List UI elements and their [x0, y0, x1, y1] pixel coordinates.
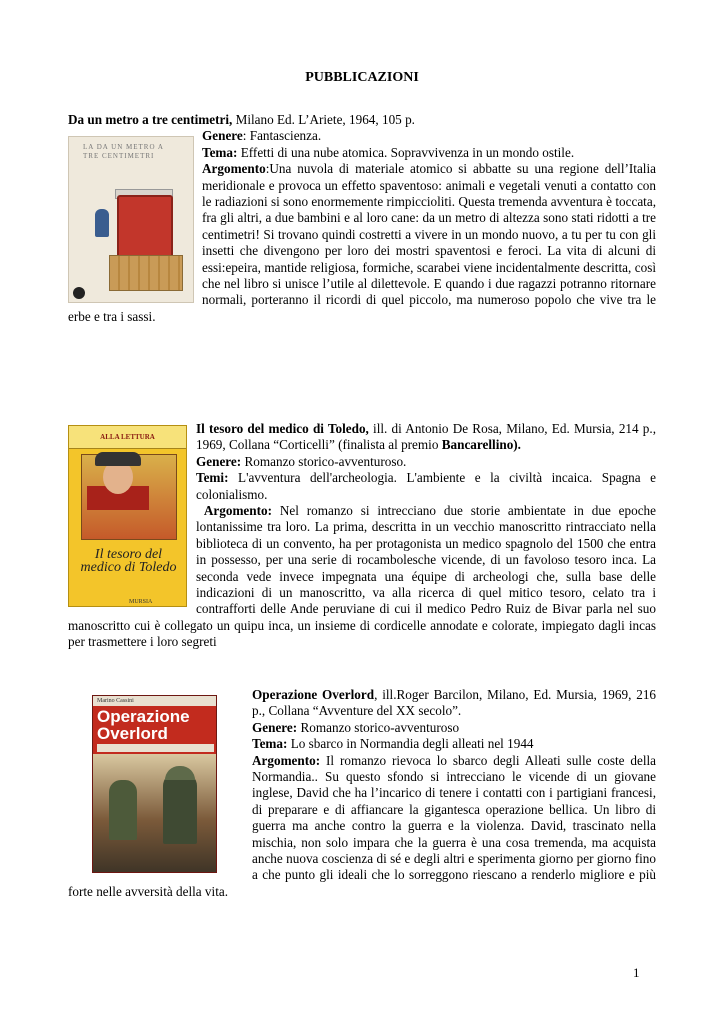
genre-label: Genere:: [196, 453, 242, 469]
genre-value: Romanzo storico-avventuroso.: [241, 453, 407, 469]
publication-entry-3: [68, 687, 656, 900]
page-number: 1: [633, 965, 640, 980]
publication-entry-1: [68, 112, 656, 325]
page-heading: PUBBLICAZIONI: [305, 70, 419, 85]
cover-figure-illustration: [95, 209, 109, 237]
genre-label: Genere:: [252, 719, 298, 735]
entry-title: Da un metro a tre centimetri,: [68, 112, 233, 127]
cover-soldier-illustration: [109, 780, 137, 840]
cover-crate-illustration: [109, 255, 183, 291]
theme-value: Lo sbarco in Normandia degli alleati nel 1944: [287, 736, 534, 752]
entry-publication-info: ill. di Antonio De Rosa, Milano, Ed. Mursia, 214 p., 1969, Collana “Corticelli” (finalista al premio: [196, 421, 656, 453]
plot-text: Nel romanzo si intrecciano due storie ambientate in due epoche lontanissime tra loro. La prima, descritta in un vecchio manoscritto rintracciato nella biblioteca di un convento, ha per protagonista un medico spagnolo del 1500 che entra in possesso, per una serie di rocambolesche vicende, di un favoloso tesoro inca. La seconda vede invece impegnata una équipe di archeologi che, sulla base delle indicazioni di un manoscritto, va alla ricerca di quel mitico tesoro, celato tra i contrafforti delle Ande peruviane di cui il medico Pedro Ruiz de Bivar parla nel suo manoscritto cui è collegato un quipu inca, un insieme di cordicelle annodate e colorate, impiegato dagli incas per trasmettere i loro segreti: [68, 503, 657, 650]
cover-series-band: ALLA LETTURA: [69, 426, 186, 449]
theme-label: Tema:: [252, 736, 288, 752]
book-cover-image: [68, 136, 194, 303]
prize-name: Bancarellino).: [441, 437, 521, 453]
genre-label: Genere: [202, 128, 243, 144]
cover-subtitle-band: [97, 744, 214, 752]
genre-value: : Fantascienza.: [242, 128, 322, 144]
book-cover-image: [68, 425, 187, 607]
genre-value: Romanzo storico-avventuroso: [297, 719, 460, 735]
entry-publication-info: , ill.Roger Barcilon, Milano, Ed. Mursia, 1969, 216 p., Collana “Avventure del XX secolo”.: [252, 687, 657, 719]
plot-label: Argomento: [202, 161, 266, 177]
cover-figure-hat: [95, 452, 141, 466]
publication-entry-2: [68, 421, 656, 651]
entry-publication-info: Milano Ed. L’Ariete, 1964, 105 p.: [232, 112, 415, 127]
cover-title-text: Operazione Overlord: [97, 707, 190, 743]
theme-label: Tema:: [202, 144, 238, 160]
cover-author-text: Marino Cassini: [93, 696, 217, 706]
cover-soldier-illustration: [163, 772, 197, 844]
cover-title-text: LA DA UN METRO A TRE CENTIMETRI: [83, 143, 164, 161]
entry-title: Operazione Overlord: [252, 687, 375, 702]
publisher-logo-icon: [73, 287, 85, 299]
theme-value: Effetti di una nube atomica. Sopravvivenza in un mondo ostile.: [237, 144, 575, 160]
cover-jar-illustration: [117, 195, 173, 261]
book-cover-image: [92, 695, 217, 873]
plot-label: Argomento:: [252, 752, 321, 768]
plot-text: Il romanzo rievoca lo sbarco degli Alleati sulle coste della Normandia.. Su questo sfondo si intrecciano le vicende di un giovane inglese, David che ha l’incarico di tenere i contatti con i partigiani francesi, di preparare e di affiancare la gigantesca operazione bellica. Un libro di guerra ma anche contro la guerra e la violenza. David, trascinato nella mischia, non solo impara che la guerra è una cosa tremenda, ma acquista anche nuova coscienza di sé e degli altri e sperimenta giorno per giorno fino a che punto gli ideali che lo sorreggono riescano a renderlo migliore e più forte nelle avversità della vita.: [68, 752, 656, 899]
cover-title-text: Il tesoro del medico di Toledo: [80, 547, 177, 575]
plot-text: :Una nuvola di materiale atomico si abbatte su una regione dell’Italia meridionale e provoca un effetto spaventoso: animali e vegetali venuti a contatto con le radiazioni si sono enormemente rimpiccioliti. Questa tremenda avventura è toccata, fra gli altri, a due bambini e al loro cane: da un metro di altezza sono stati ridotti a tre centimetri! Si trovano quindi costretti a vivere in un mondo nuovo, a tu per tu con gli insetti che divengono per loro dei mostri spaventosi e feroci. La vita di alcuni di essi:epeira, mantide religiosa, formiche, scarabei viene incidentalmente descritta, così che nel libro si unisce l’utile al dilettevole. E quando i due ragazzi potranno ritornare normali, porteranno il ricordi di quel piccolo, ma numeroso popolo che vive tra le erbe e tra i sassi.: [68, 161, 656, 324]
theme-label: Temi:: [196, 470, 229, 486]
theme-value: L'avventura dell'archeologia. L'ambiente e la civiltà incaica. Spagna e colonialismo.: [196, 470, 656, 502]
cover-publisher-text: MURSIA: [129, 599, 153, 605]
plot-label: Argomento:: [203, 503, 272, 519]
entry-title: Il tesoro del medico di Toledo,: [196, 421, 369, 436]
